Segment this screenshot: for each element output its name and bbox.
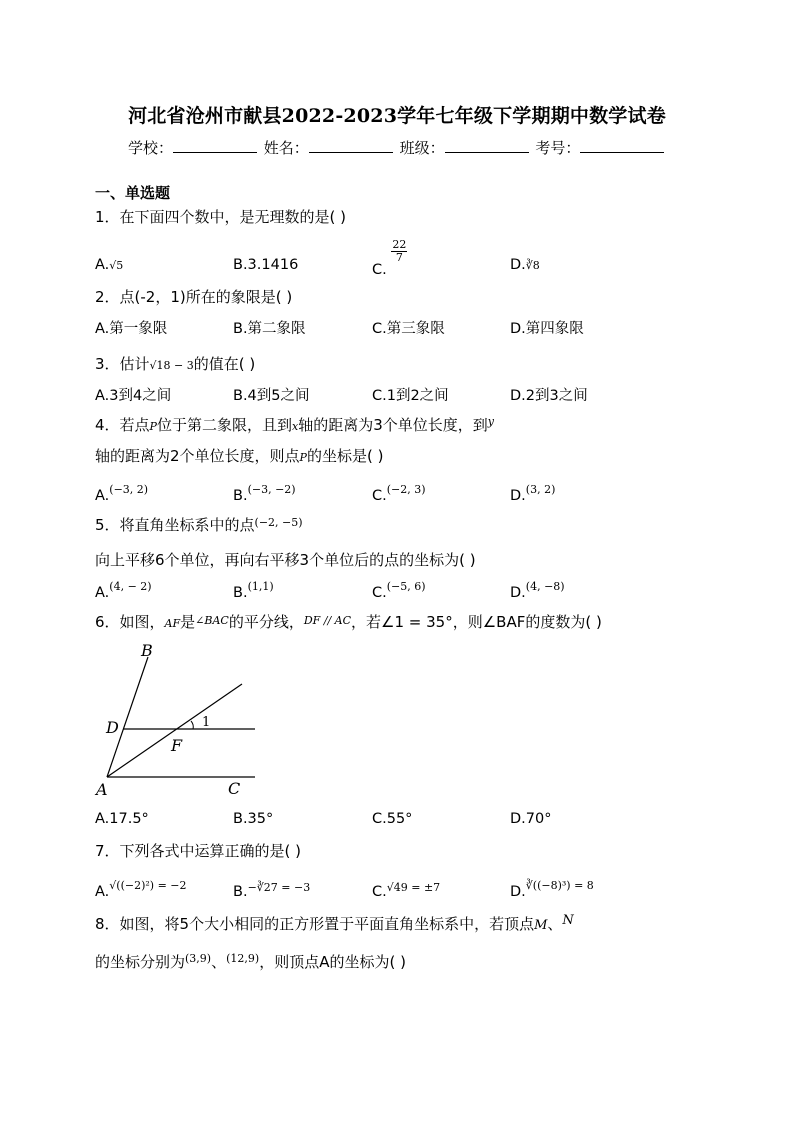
q7-option-d-math: ∛((−8)³) = 8 <box>525 879 594 892</box>
q5-option-d-label: D. <box>510 585 526 601</box>
q7-option-b <box>233 879 311 900</box>
question-6 <box>95 611 602 632</box>
name-blank <box>309 138 393 153</box>
angle-1-arc <box>191 721 193 729</box>
q4-point-p: P <box>149 420 157 433</box>
q6-option-b: B.35° <box>233 811 274 827</box>
q7-option-c <box>372 879 441 900</box>
q6-text-a: 6．如图， <box>95 613 165 631</box>
q4-option-a <box>95 481 149 504</box>
class-blank <box>445 138 529 153</box>
q5-option-a-label: A. <box>95 585 110 601</box>
q6-option-c: C.55° <box>372 811 413 827</box>
label-f: F <box>171 736 183 755</box>
q1-option-c-numerator: 22 <box>392 238 407 251</box>
label-a: A <box>96 780 108 799</box>
q8-text-a: 8．如图，将5个大小相同的正方形置于平面直角坐标系中，若顶点 <box>95 915 535 933</box>
q6-text-b: 是 <box>180 613 196 631</box>
line-af <box>107 684 242 777</box>
q5-option-d <box>510 578 565 601</box>
exam-number-label: 考号： <box>535 139 581 157</box>
q6-df-parallel-ac: DF // AC <box>303 614 352 627</box>
question-4-line-2 <box>95 445 383 466</box>
q4-option-c <box>372 481 426 504</box>
line-ab <box>107 657 148 777</box>
q5-text-a: 5．将直角坐标系中的点 <box>95 516 255 534</box>
q7-option-a-math: √((−2)²) = −2 <box>109 879 187 892</box>
q6-option-a: A.17.5° <box>95 811 149 827</box>
q5-option-d-math: (4, −8) <box>525 580 565 593</box>
school-label: 学校： <box>128 139 174 157</box>
q4-text-c: 轴的距离为3个单位长度，到 <box>298 416 488 434</box>
q7-option-c-label: C. <box>372 884 387 900</box>
q4-text-b: 位于第二象限，且到 <box>156 416 292 434</box>
question-3 <box>95 353 255 374</box>
question-2: 2．点(-2，1)所在的象限是( ) <box>95 288 293 306</box>
q3-suffix: 的值在( ) <box>193 355 256 373</box>
q2-option-c: C.第三象限 <box>372 321 445 337</box>
q4-text-d: 轴的距离为2个单位长度，则点 <box>95 447 300 465</box>
q1-option-a <box>95 257 123 273</box>
label-b: B <box>141 641 153 660</box>
q8-vertex-n: N <box>562 913 574 928</box>
q8-text-b: 的坐标分别为 <box>95 953 186 971</box>
name-label: 姓名： <box>263 139 309 157</box>
q3-option-d: D.2到3之间 <box>510 388 588 404</box>
q2-option-d: D.第四象限 <box>510 321 584 337</box>
q4-option-c-label: C. <box>372 488 387 504</box>
q5-option-a-math: (4, − 2) <box>109 580 152 593</box>
q1-option-a-math: √5 <box>109 259 124 272</box>
q1-option-d <box>510 257 540 273</box>
q8-vertex-m: M <box>534 918 548 933</box>
question-4-line-1 <box>95 414 494 435</box>
q4-x-axis: x <box>291 420 299 433</box>
q2-option-a: A.第一象限 <box>95 321 168 337</box>
q3-math: √18 − 3 <box>149 359 194 372</box>
q8-coord-n: (12,9) <box>226 952 260 965</box>
exam-number-blank <box>580 138 664 153</box>
q1-option-d-math: ∛8 <box>525 259 540 272</box>
q6-angle-bac: ∠BAC <box>195 614 229 627</box>
q5-option-a <box>95 578 152 601</box>
q5-option-b-math: (1,1) <box>247 580 274 593</box>
q4-point-p-2: P <box>299 451 307 464</box>
q4-text-e: 的坐标是( ) <box>306 447 384 465</box>
q8-text-c: ，则顶点A的坐标为( ) <box>259 953 406 971</box>
label-d: D <box>106 718 119 737</box>
label-c: C <box>228 779 241 798</box>
q5-option-b <box>233 578 274 601</box>
q4-option-c-math: (−2, 3) <box>386 483 426 496</box>
q5-option-c-math: (−5, 6) <box>386 580 426 593</box>
q1-option-c-denominator: 7 <box>395 251 403 265</box>
q8-separator: 、 <box>547 915 563 933</box>
q5-option-c-label: C. <box>372 585 387 601</box>
question-7: 7．下列各式中运算正确的是( ) <box>95 842 302 860</box>
q5-option-b-label: B. <box>233 585 248 601</box>
q7-option-a-label: A. <box>95 884 110 900</box>
question-8-line-2 <box>95 951 406 972</box>
q3-option-c: C.1到2之间 <box>372 388 449 404</box>
q1-option-c-fraction <box>391 239 407 264</box>
question-1: 1．在下面四个数中，是无理数的是( ) <box>95 208 347 226</box>
q4-option-b-label: B. <box>233 488 248 504</box>
q4-text-a: 4．若点 <box>95 416 150 434</box>
q4-y-axis: y <box>487 415 494 428</box>
q3-option-b: B.4到5之间 <box>233 388 310 404</box>
q7-option-d <box>510 877 594 900</box>
q1-option-d-label: D. <box>510 257 526 273</box>
q1-option-a-label: A. <box>95 257 110 273</box>
question-5-line-1 <box>95 514 303 535</box>
page-title: 河北省沧州市献县2022-2023学年七年级下学期期中数学试卷 <box>128 105 666 127</box>
q4-option-b <box>233 481 296 504</box>
q4-option-d <box>510 481 556 504</box>
q5-option-c <box>372 578 426 601</box>
q6-geometry-figure <box>90 640 270 800</box>
q4-option-b-math: (−3, −2) <box>247 483 296 496</box>
q7-option-b-math: −∛27 = −3 <box>247 881 311 894</box>
q7-option-b-label: B. <box>233 884 248 900</box>
q6-text-d: ，若∠1 = 35°，则∠BAF的度数为( ) <box>351 613 602 631</box>
label-angle-1: 1 <box>202 715 211 730</box>
q7-option-c-math: √49 = ±7 <box>386 881 441 894</box>
school-blank <box>173 138 257 153</box>
q4-option-d-math: (3, 2) <box>525 483 556 496</box>
q2-option-b: B.第二象限 <box>233 321 306 337</box>
q6-af: AF <box>164 617 181 630</box>
q7-option-a <box>95 877 187 900</box>
student-info-line <box>128 137 666 158</box>
q8-coord-m: (3,9) <box>185 952 212 965</box>
q5-point: (−2, −5) <box>254 516 303 529</box>
q7-option-d-label: D. <box>510 884 526 900</box>
q1-option-c <box>372 238 407 278</box>
q3-prefix: 3．估计 <box>95 355 150 373</box>
q4-option-d-label: D. <box>510 488 526 504</box>
q8-separator-2: 、 <box>211 953 227 971</box>
q4-option-a-label: A. <box>95 488 110 504</box>
class-label: 班级： <box>399 139 445 157</box>
question-5-line-2: 向上平移6个单位，再向右平移3个单位后的点的坐标为( ) <box>95 551 476 569</box>
section-heading: 一、单选题 <box>95 184 171 202</box>
q6-option-d: D.70° <box>510 811 552 827</box>
q6-text-c: 的平分线， <box>228 613 304 631</box>
q3-option-a: A.3到4之间 <box>95 388 172 404</box>
q4-option-a-math: (−3, 2) <box>109 483 149 496</box>
question-8-line-1 <box>95 913 574 934</box>
q1-option-b: B.3.1416 <box>233 257 299 273</box>
q1-option-c-label: C. <box>372 261 387 278</box>
